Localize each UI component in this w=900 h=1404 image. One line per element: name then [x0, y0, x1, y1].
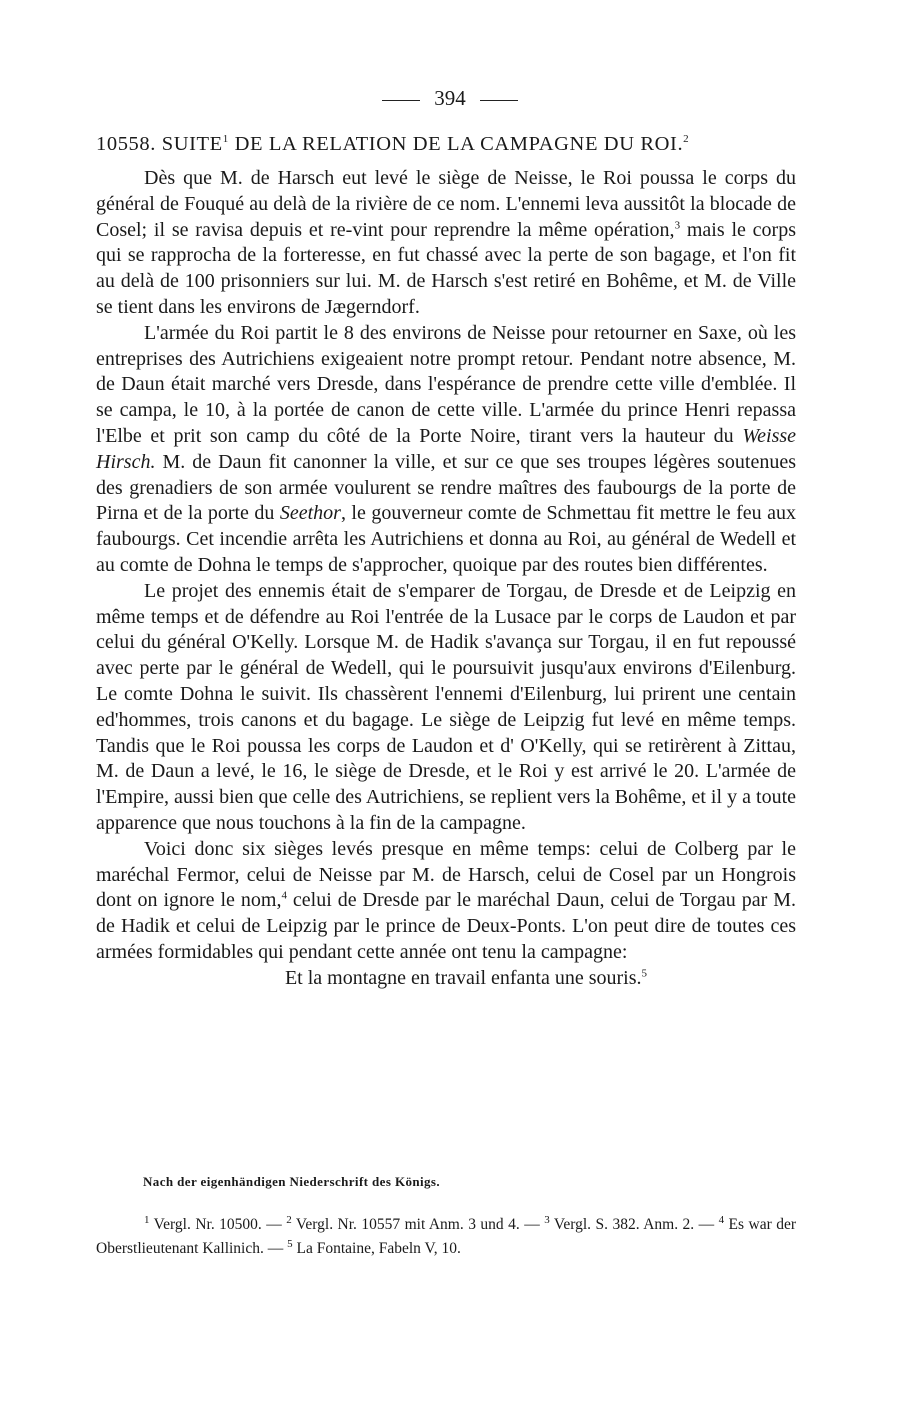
paragraph-2-text-c: , le gouverneur comte de Schmettau fit mettre le feu aux faubourgs. Cet incendie arrêta les Autrichiens et donna au Roi, au général de Wedell et au comte de Dohna le temps de s'approcher, quoique par des routes bien différentes.: [96, 502, 796, 576]
footnote-marker-4: 4: [718, 1213, 725, 1226]
verse-text: Et la montagne en travail enfanta une souris.: [284, 966, 642, 989]
footnote-ref-1: 1: [222, 133, 229, 146]
footnote-1: Vergl. Nr. 10500. —: [149, 1216, 287, 1233]
paragraph-1-text: Dès que M. de Harsch eut levé le siège de Neisse, le Roi poussa le corps du général de Fouqué au delà de la rivière de ce nom. L'ennemi leva aussitôt la blocade de Cosel; il se ravisa depuis et re-vint pour reprendre la même opération,: [96, 167, 796, 241]
footnote-2: Vergl. Nr. 10557 mit Anm. 3 und 4. —: [291, 1216, 545, 1233]
source-note: Nach der eigenhändigen Niederschrift des Königs.: [143, 1174, 441, 1189]
paragraph-4: [96, 837, 796, 966]
footnote-ref-3: 3: [674, 218, 681, 231]
verse-line: [96, 966, 796, 992]
title-text: SUITE: [161, 133, 223, 155]
page-number: 394: [434, 86, 466, 110]
paragraph-2: [96, 321, 796, 579]
paragraph-4-text-b: celui de Dresde par le maréchal Daun, celui de Torgau par M. de Hadik et celui de Leipzig par le prince de Deux-Ponts. L'on peut dire de toutes ces armées formidables qui pendant cette année ont tenu la campagne:: [96, 889, 797, 963]
document-title: [96, 133, 808, 156]
footnote-4: Es war der Oberstlieutenant Kallinich. —: [96, 1216, 797, 1257]
place-name-italic-2: Seethor: [279, 502, 341, 525]
paragraph-2-text: L'armée du Roi partit le 8 des environs de Neisse pour retourner en Saxe, où les entreprises des Autrichiens exigeaient notre prompt retour. Pendant notre absence, M. de Daun était marché vers Dresde, dans l'espérance de prendre cette ville d'emblée. Il se campa, le 10, à la portée de canon de cette ville. L'armée du prince Henri repassa l'Elbe et prit son camp du côté de la Porte Noire, tirant vers la hauteur du: [96, 321, 796, 447]
paragraph-2-text-b: M. de Daun fit canonner la ville, et sur ce que ses troupes légères soutenues des grenadiers de son armée voulurent se rendre maîtres des faubourgs de la porte de Pirna et de la porte du: [96, 450, 796, 525]
header-rule-left: [382, 100, 420, 101]
document-number: 10558.: [96, 133, 156, 155]
footnote-5: La Fontaine, Fabeln V, 10.: [292, 1240, 461, 1257]
footnote-marker-2: 2: [286, 1213, 292, 1226]
header-rule-right: [480, 100, 518, 101]
footnotes: [96, 1213, 796, 1261]
footnote-marker-3: 3: [544, 1213, 550, 1226]
footnote-3: Vergl. S. 382. Anm. 2. —: [549, 1216, 719, 1233]
letter-body: [96, 166, 796, 992]
paragraph-4-text: Voici donc six sièges levés presque en même temps: celui de Colberg par le maréchal Fermor, celui de Neisse par M. de Harsch, celui de Cosel par un Hongrois dont on ignore le nom,: [96, 837, 796, 912]
footnote-ref-2: 2: [683, 133, 690, 146]
place-name-italic: Weisse Hirsch.: [96, 424, 797, 473]
footnote-ref-4: 4: [281, 889, 287, 902]
title-text-2: DE LA RELATION DE LA CAMPAGNE DU ROI.: [234, 133, 684, 155]
paragraph-1-text-b: mais le corps qui se rapprocha de la forteresse, en fut chassé avec la perte de son bagage, et l'on fit au delà de 100 prisonniers sur lui. M. de Harsch s'est retiré en Bohême, et M. de Ville se tient dans les environs de Jægerndorf.: [96, 218, 797, 318]
footnote-marker-5: 5: [287, 1237, 293, 1250]
page-header: [0, 86, 900, 111]
paragraph-1: [96, 166, 796, 321]
footnote-ref-5: 5: [641, 967, 648, 980]
footnote-marker-1: 1: [144, 1213, 150, 1226]
paragraph-3: Le projet des ennemis était de s'emparer de Torgau, de Dresde et de Leipzig en même temps et de défendre au Roi l'entrée de la Lusace par le corps de Laudon et par celui du général O'Kelly. Lorsque M. de Hadik s'avança sur Torgau, il en fut repoussé avec perte par le général de Wedell, qui le poursuivit jusqu'aux environs d'Eilenburg. Le comte Dohna le suivit. Ils chassèrent l'ennemi d'Eilenburg, lui prirent une centain ed'hommes, trois canons et du bagage. Le siège de Leipzig fut levé en même temps. Tandis que le Roi poussa les corps de Laudon et d' O'Kelly, qui se retirèrent à Zittau, M. de Daun a levé, le 16, le siège de Dresde, et le Roi y est arrivé le 20. L'armée de l'Empire, aussi bien que celle des Autrichiens, se replient vers la Bohême, et il y a toute apparence que nous touchons à la fin de la campagne.: [96, 579, 796, 834]
